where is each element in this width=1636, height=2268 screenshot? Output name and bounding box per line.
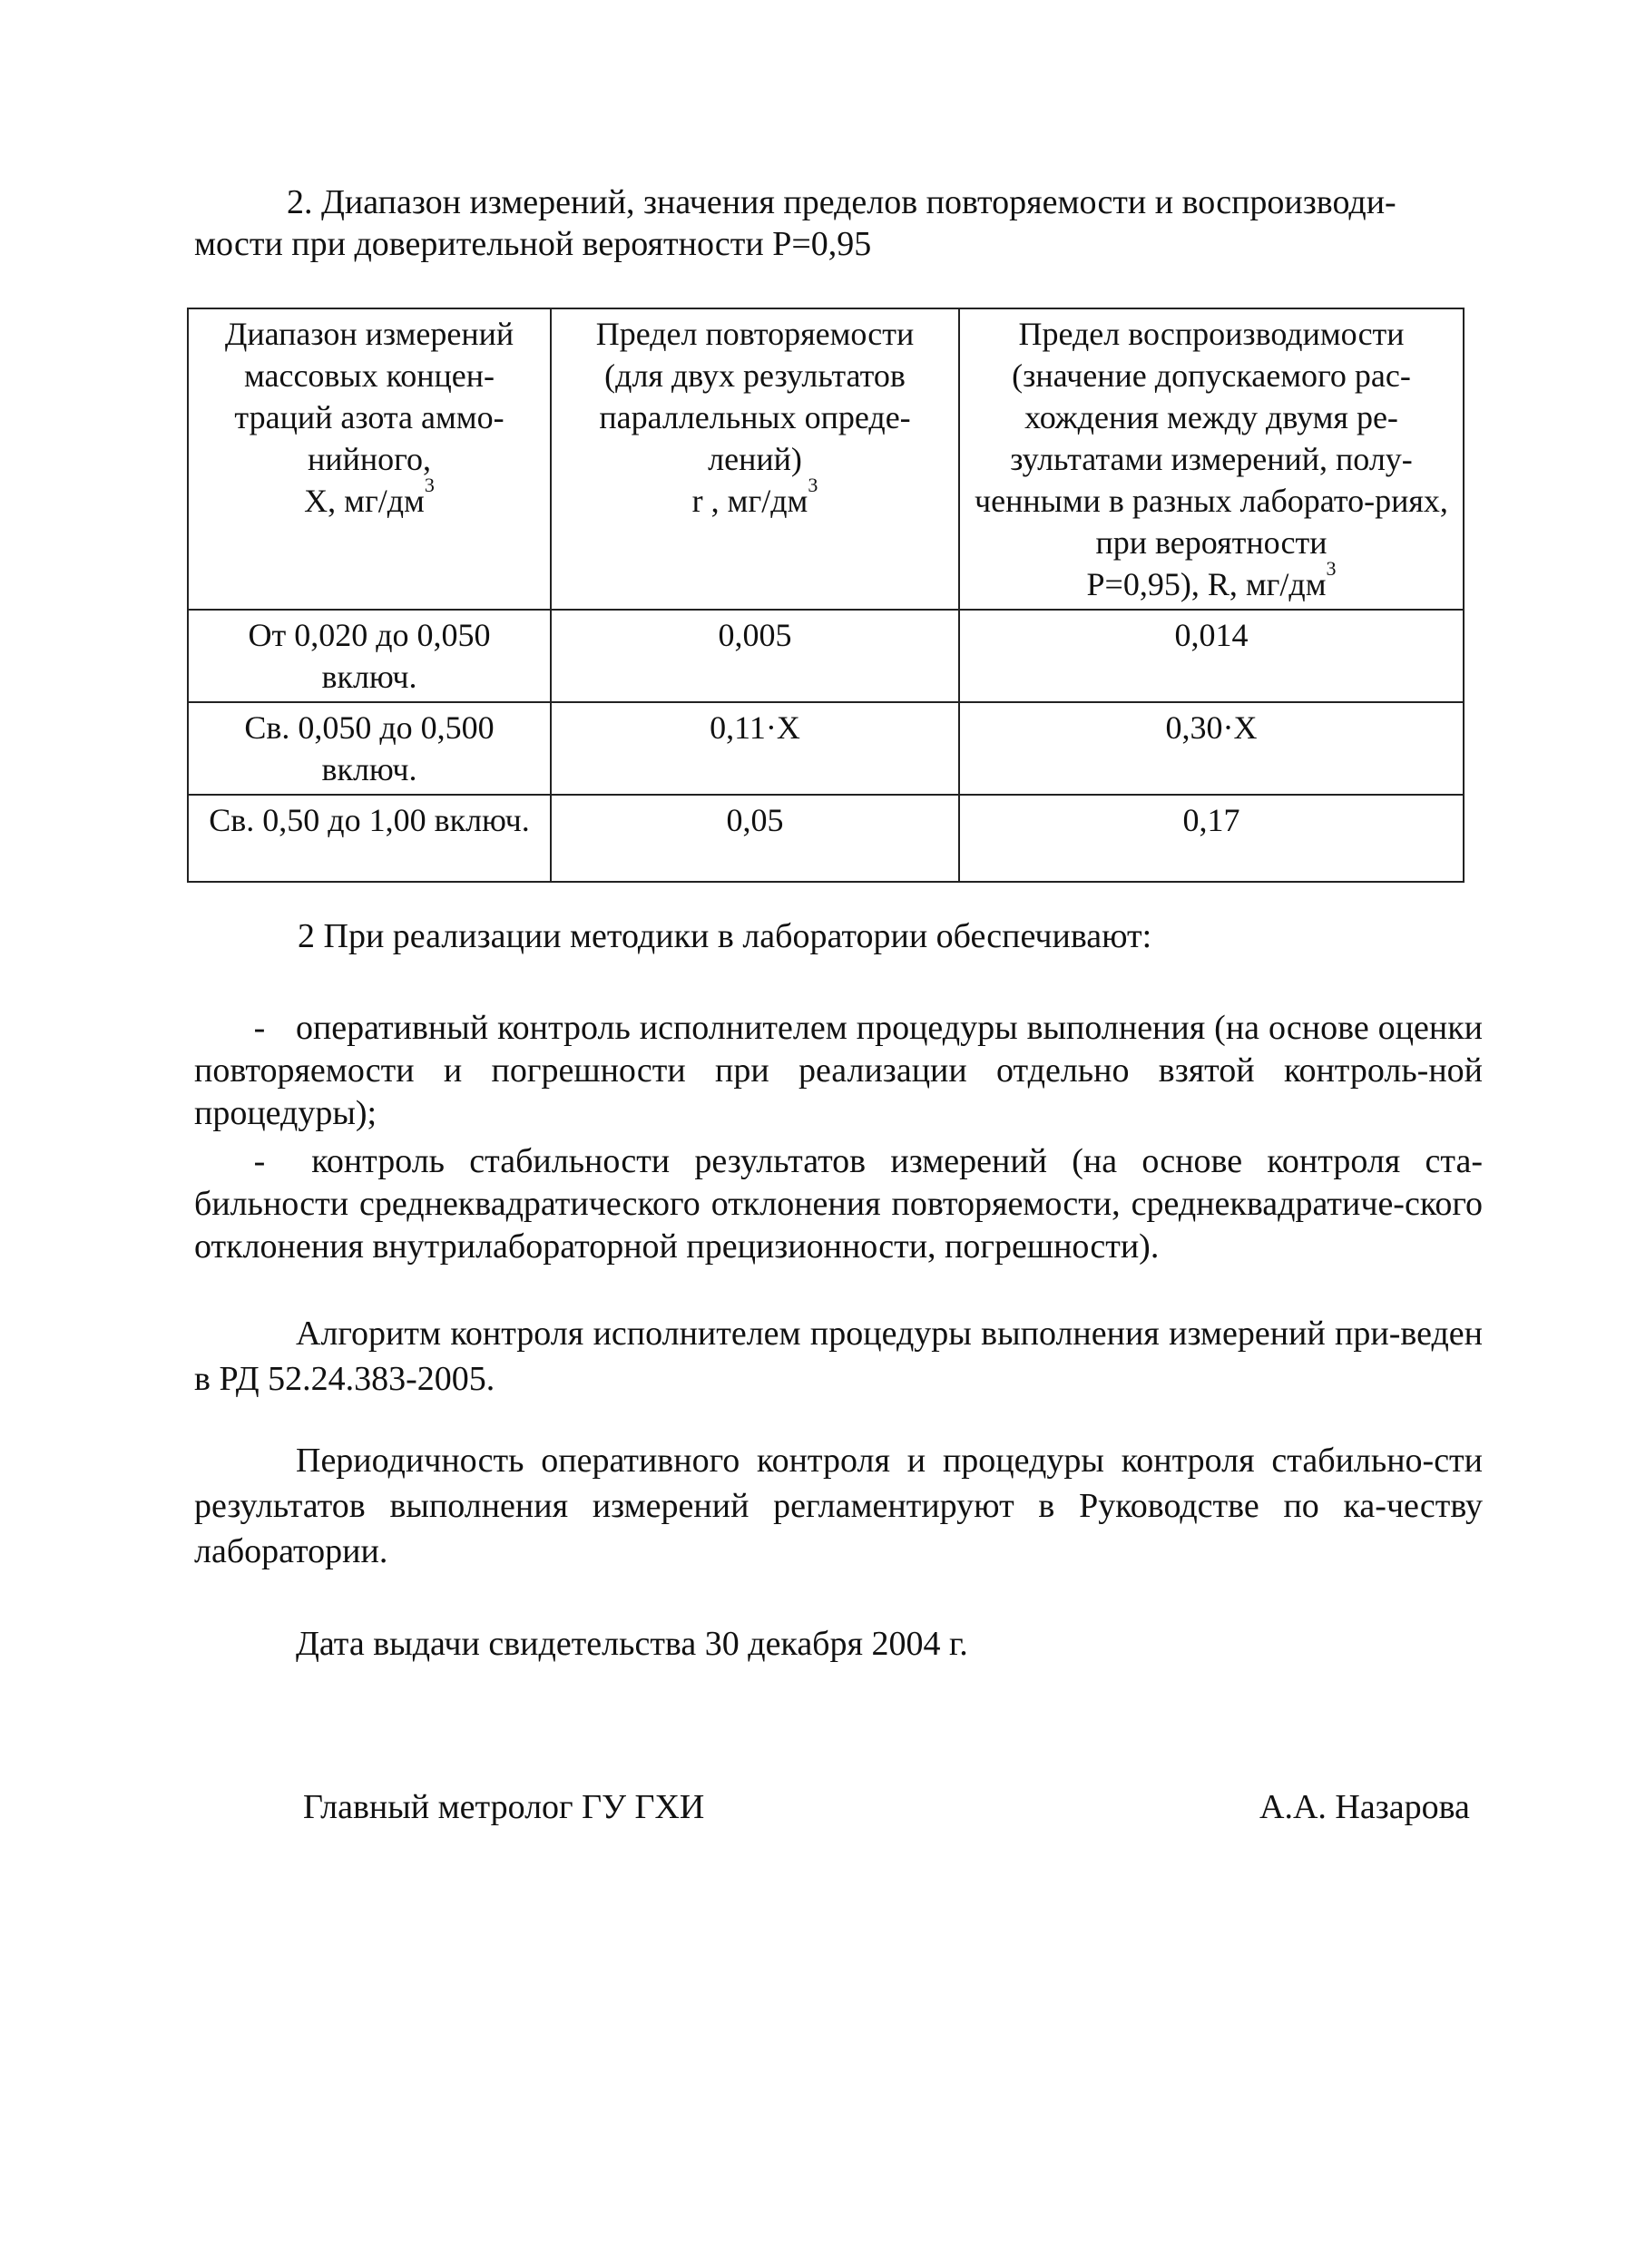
cell-reproducibility: 0,014 bbox=[959, 610, 1464, 702]
header-repeatability-limit bbox=[551, 308, 959, 610]
header-unit-sup: 3 bbox=[808, 474, 818, 496]
header-measurement-range bbox=[188, 308, 551, 610]
list-marker: - bbox=[253, 1142, 266, 1180]
cell-reproducibility: 0,30·Х bbox=[959, 702, 1464, 795]
table-row bbox=[188, 610, 1464, 702]
header-unit-sup: 3 bbox=[424, 474, 435, 496]
cell-range: От 0,020 до 0,050 включ. bbox=[188, 610, 551, 702]
list-marker: - bbox=[253, 1009, 266, 1047]
cell-repeatability: 0,05 bbox=[551, 795, 959, 882]
header-reproducibility-limit bbox=[959, 308, 1464, 610]
measurement-ranges-table bbox=[187, 308, 1465, 883]
section-heading-line-2: мости при доверительной вероятности Р=0,95 bbox=[194, 225, 872, 263]
section-heading-line-1: 2. Диапазон измерений, значения пределов повторяемости и воспроизводи- bbox=[287, 183, 1396, 221]
periodicity-paragraph: Периодичность оперативного контроля и процедуры контроля стабильно-сти результатов выполнения измерений регламентируют в Руководстве по ка-честву лаборатории. bbox=[194, 1442, 1483, 1570]
header-unit: Р=0,95), R, мг/дм bbox=[1086, 566, 1327, 602]
signatory-position: Главный метролог ГУ ГХИ bbox=[303, 1788, 705, 1826]
header-text: Предел повторяемости (для двух результатов параллельных опреде-лений) bbox=[595, 316, 915, 477]
cell-range: Св. 0,050 до 0,500 включ. bbox=[188, 702, 551, 795]
list-item-text: контроль стабильности результатов измерений (на основе контроля ста-бильности среднеквадратического отклонения повторяемости, среднеквадратиче-ского отклонения внутрилабораторной прецизионности, погрешности). bbox=[194, 1142, 1483, 1266]
header-text: Предел воспроизводимости (значение допускаемого рас-хождения между двумя ре-зультатами измерений, полу-ченными в разных лаборато-риях, при вероятности bbox=[975, 316, 1448, 561]
cell-repeatability: 0,11·Х bbox=[551, 702, 959, 795]
cell-range: Св. 0,50 до 1,00 включ. bbox=[188, 795, 551, 882]
cell-reproducibility: 0,17 bbox=[959, 795, 1464, 882]
header-unit: Х, мг/дм bbox=[304, 483, 425, 519]
algorithm-paragraph: Алгоритм контроля исполнителем процедуры выполнения измерений при-веден в РД 52.24.383-2005. bbox=[194, 1315, 1483, 1398]
list-item bbox=[194, 1140, 1483, 1268]
issue-date-line: Дата выдачи свидетельства 30 декабря 2004 г. bbox=[296, 1625, 968, 1663]
header-unit-sup: 3 bbox=[1326, 557, 1337, 580]
header-text: Диапазон измерений массовых концен-траций азота аммо-нийного, bbox=[224, 316, 514, 477]
section-heading bbox=[194, 181, 1483, 265]
table-header-row bbox=[188, 308, 1464, 610]
header-unit: r , мг/дм bbox=[691, 483, 808, 519]
list-item-text: оперативный контроль исполнителем процедуры выполнения (на основе оценки повторяемости и погрешности при реализации отдельно взятой контроль-ной процедуры); bbox=[194, 1009, 1483, 1132]
control-list bbox=[194, 1007, 1483, 1274]
cell-repeatability: 0,005 bbox=[551, 610, 959, 702]
list-item bbox=[194, 1007, 1483, 1135]
table-row bbox=[188, 702, 1464, 795]
table-row bbox=[188, 795, 1464, 882]
signatory-name: А.А. Назарова bbox=[1259, 1788, 1470, 1826]
implementation-note: 2 При реализации методики в лаборатории обеспечивают: bbox=[298, 917, 1152, 955]
